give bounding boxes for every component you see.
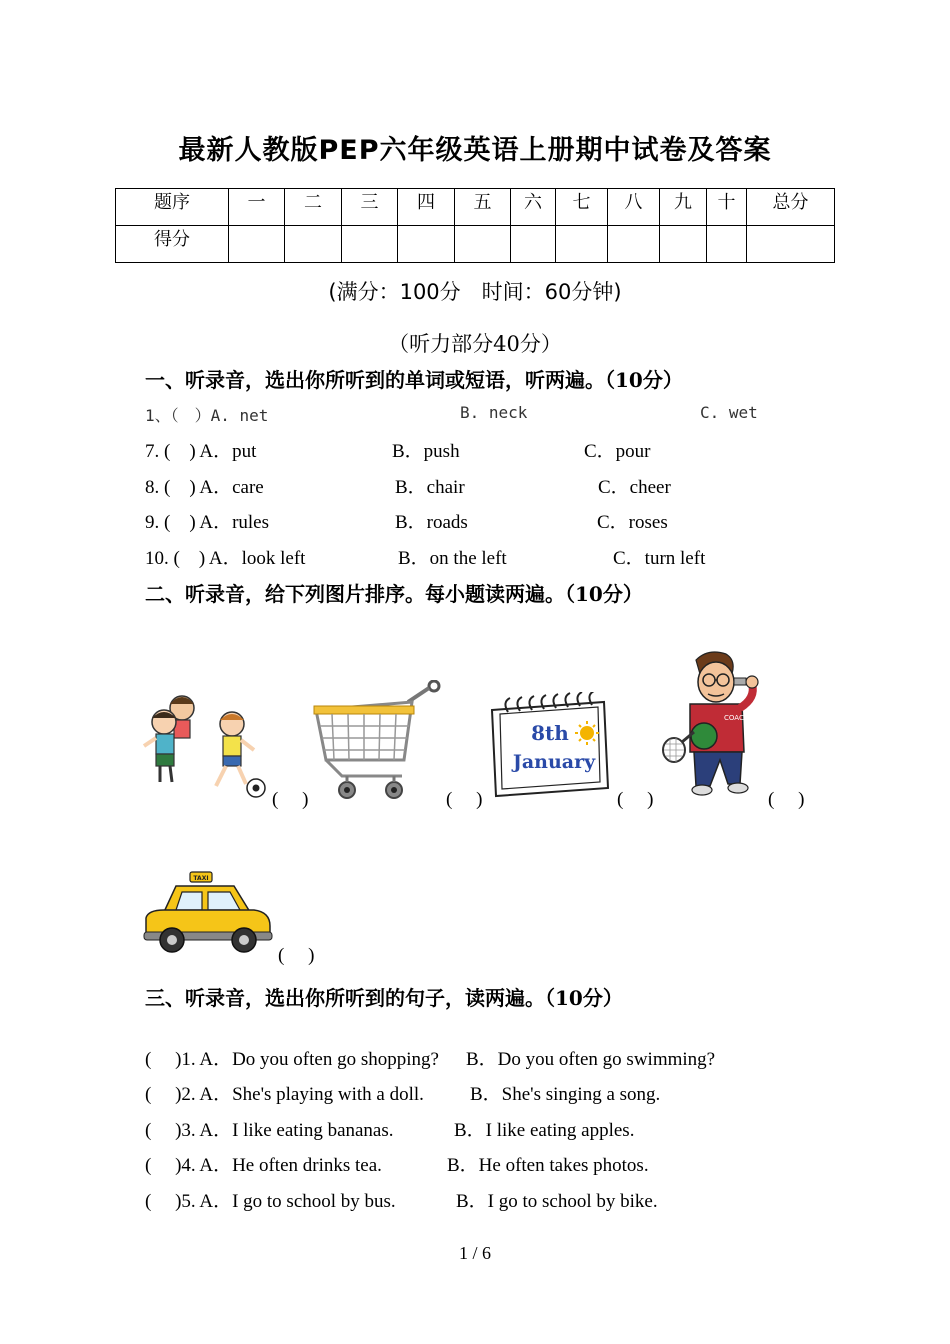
s3-item2-option-a: ( )2. A．She's playing with a doll. xyxy=(145,1084,424,1105)
score-header-cell: 二 xyxy=(285,189,342,226)
score-header-cell: 十 xyxy=(707,189,747,226)
score-table-header-row xyxy=(116,189,835,226)
score-header-cell: 八 xyxy=(608,189,660,226)
score-cell[interactable] xyxy=(342,226,398,263)
s3-item5-option-a: ( )5. A．I go to school by bus. xyxy=(145,1191,396,1212)
answer-blank-5[interactable]: ( ) xyxy=(278,945,315,966)
q8-option-a: 8. ( ) A．care xyxy=(145,477,264,498)
exam-info: (满分：100分 时间：60分钟) xyxy=(328,280,622,304)
q7-option-c: C．pour xyxy=(584,441,651,462)
answer-blank-3[interactable]: ( ) xyxy=(617,789,654,810)
score-cell[interactable] xyxy=(556,226,608,263)
score-cell[interactable] xyxy=(747,226,835,263)
q9-option-a: 9. ( ) A．rules xyxy=(145,512,270,533)
answer-blank-1[interactable]: ( ) xyxy=(272,789,309,810)
q10-option-a: 10. ( ) A．look left xyxy=(145,548,306,569)
score-row-label: 得分 xyxy=(116,226,229,263)
score-header-cell: 五 xyxy=(455,189,511,226)
score-header-cell: 题序 xyxy=(116,189,229,226)
answer-blank-4[interactable]: ( ) xyxy=(768,789,805,810)
calendar-image xyxy=(488,692,612,800)
shopping-cart-image xyxy=(312,680,444,802)
score-cell[interactable] xyxy=(660,226,707,263)
score-header-cell: 九 xyxy=(660,189,707,226)
score-cell[interactable] xyxy=(455,226,511,263)
score-cell[interactable] xyxy=(285,226,342,263)
score-cell[interactable] xyxy=(608,226,660,263)
calendar-day-label: 8th xyxy=(531,721,569,745)
q9-option-b: B．roads xyxy=(395,512,468,533)
coach-image xyxy=(660,648,770,800)
q1-number-option-a: 1、（ ）A. net xyxy=(145,406,269,425)
listening-header: （听力部分40分） xyxy=(388,332,562,356)
score-table-score-row xyxy=(116,226,835,263)
s3-item1-option-a: ( )1. A．Do you often go shopping? xyxy=(145,1049,439,1070)
q7-option-a: 7. ( ) A．put xyxy=(145,441,257,462)
q7-option-b: B．push xyxy=(392,441,460,462)
s3-item3-option-b: B．I like eating apples. xyxy=(454,1120,635,1141)
q1-option-b: B. neck xyxy=(460,403,528,422)
s3-item2-option-b: B．She's singing a song. xyxy=(470,1084,661,1105)
score-header-cell: 三 xyxy=(342,189,398,226)
q9-option-c: C．roses xyxy=(597,512,668,533)
score-table xyxy=(115,188,835,263)
score-cell[interactable] xyxy=(511,226,556,263)
coach-shirt-text: COACH xyxy=(724,714,750,722)
score-header-cell: 四 xyxy=(398,189,455,226)
score-header-cell: 总分 xyxy=(747,189,835,226)
section3-heading: 三、听录音，选出你所听到的句子，读两遍。（10分） xyxy=(145,986,623,1010)
s3-item4-option-b: B．He often takes photos. xyxy=(447,1155,649,1176)
s3-item5-option-b: B．I go to school by bike. xyxy=(456,1191,658,1212)
answer-blank-2[interactable]: ( ) xyxy=(446,789,483,810)
score-cell[interactable] xyxy=(229,226,285,263)
s3-item3-option-a: ( )3. A．I like eating bananas. xyxy=(145,1120,394,1141)
calendar-month-label: January xyxy=(512,751,596,773)
section2-heading: 二、听录音，给下列图片排序。每小题读两遍。（10分） xyxy=(145,582,643,606)
taxi-sign-text: TAXI xyxy=(193,875,209,882)
children-football-image xyxy=(140,690,270,802)
q10-option-c: C．turn left xyxy=(613,548,706,569)
section1-heading: 一、听录音，选出你所听到的单词或短语，听两遍。（10分） xyxy=(145,368,683,392)
s3-item1-option-b: B．Do you often go swimming? xyxy=(466,1049,716,1070)
s3-item4-option-a: ( )4. A．He often drinks tea. xyxy=(145,1155,382,1176)
q10-option-b: B．on the left xyxy=(398,548,507,569)
q8-option-c: C．cheer xyxy=(598,477,671,498)
score-header-cell: 六 xyxy=(511,189,556,226)
score-header-cell: 七 xyxy=(556,189,608,226)
score-header-cell: 一 xyxy=(229,189,285,226)
q1-option-c: C. wet xyxy=(700,403,758,422)
page-title: 最新人教版PEP六年级英语上册期中试卷及答案 xyxy=(178,135,772,166)
q8-option-b: B．chair xyxy=(395,477,465,498)
score-cell[interactable] xyxy=(398,226,455,263)
page-number: 1 / 6 xyxy=(458,1243,491,1263)
taxi-image xyxy=(142,870,274,958)
score-cell[interactable] xyxy=(707,226,747,263)
